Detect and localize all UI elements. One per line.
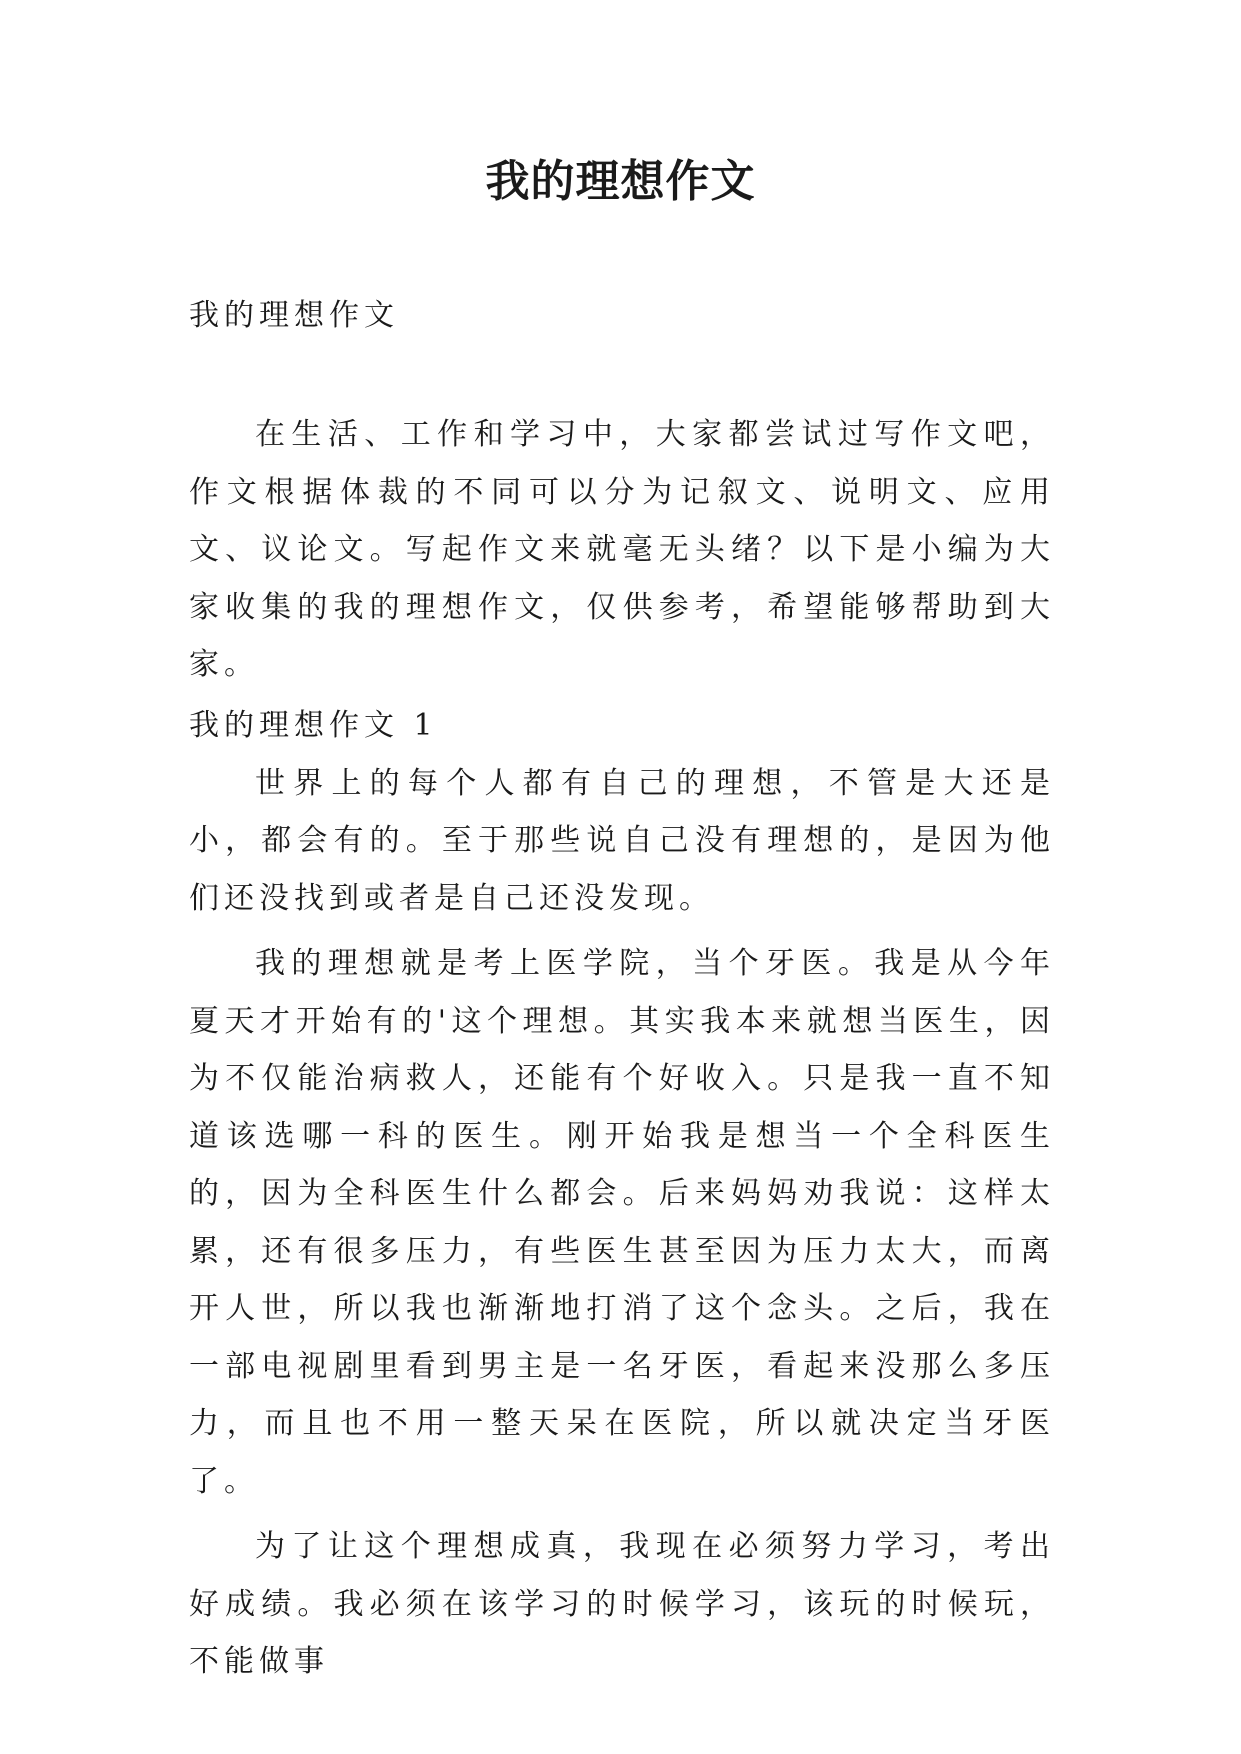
document-title: 我的理想作文	[485, 156, 756, 207]
body-paragraph: 世界上的每个人都有自己的理想，不管是大还是小，都会有的。至于那些说自己没有理想的，是因为他们还没找到或者是自己还没发现。	[189, 765, 1055, 916]
essay-section	[189, 697, 1055, 1691]
body-paragraph: 我的理想就是考上医学院，当个牙医。我是从今年夏天才开始有的'这个理想。其实我本来就想当医生，因为不仅能治病救人，还能有个好收入。只是我一直不知道该选哪一科的医生。刚开始我是想当一个全科医生的，因为全科医生什么都会。后来妈妈劝我说：这样太累，还有很多压力，有些医生甚至因为压力太大，而离开人世，所以我也渐渐地打消了这个念头。之后，我在一部电视剧里看到男主是一名牙医，看起来没那么多压力，而且也不用一整天呆在医院，所以就决定当牙医了。	[189, 946, 1055, 1499]
document-subtitle: 我的理想作文	[189, 298, 399, 333]
intro-paragraph: 在生活、工作和学习中，大家都尝试过写作文吧，作文根据体裁的不同可以分为记叙文、说明文、应用文、议论文。写起作文来就毫无头绪？以下是小编为大家收集的我的理想作文，仅供参考，希望能够帮助到大家。	[189, 417, 1055, 682]
body-paragraph: 为了让这个理想成真，我现在必须努力学习，考出好成绩。我必须在该学习的时候学习，该玩的时候玩，不能做事	[189, 1529, 1055, 1679]
section-heading: 我的理想作文 1	[189, 708, 438, 743]
